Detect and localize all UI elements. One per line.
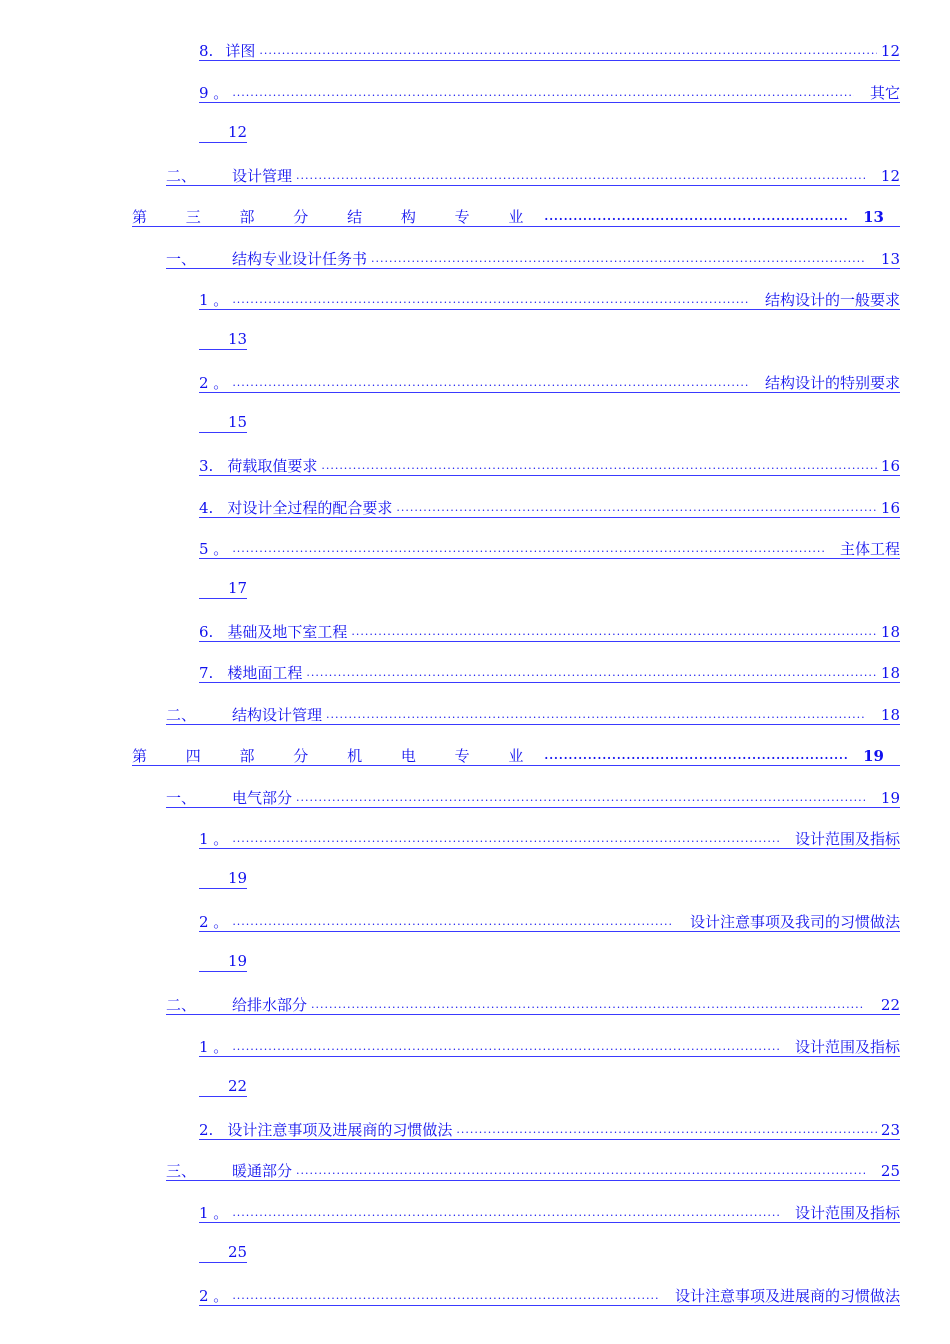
toc-entry[interactable] xyxy=(166,785,900,808)
toc-entry-page: 12 xyxy=(880,167,900,185)
toc-entry-number: 3. xyxy=(199,457,214,475)
toc-leader-dots xyxy=(396,497,877,517)
toc-entry-page[interactable]: 12 xyxy=(199,123,247,143)
toc-entry-page: 19 xyxy=(863,747,884,765)
toc-entry-number: 7. xyxy=(199,664,214,682)
toc-entry[interactable] xyxy=(199,80,900,103)
toc-leader-dots xyxy=(232,1285,659,1305)
toc-entry-page: 19 xyxy=(880,789,900,807)
toc-entry-page[interactable]: 22 xyxy=(199,1077,247,1097)
toc-entry[interactable] xyxy=(199,660,900,683)
toc-entry[interactable] xyxy=(199,536,900,559)
toc-entry-number: 一、 xyxy=(166,250,197,268)
toc-entry[interactable] xyxy=(199,1200,900,1223)
toc-entry[interactable] xyxy=(199,495,900,518)
toc-entry[interactable] xyxy=(166,702,900,725)
toc-entry-title: 设计注意事项及我司的习惯做法 xyxy=(689,913,900,931)
toc-entry-number: 1 。 xyxy=(199,1038,229,1056)
toc-entry[interactable] xyxy=(199,1283,900,1306)
toc-entry-number: 2 。 xyxy=(199,913,229,931)
toc-part-heading[interactable] xyxy=(132,204,900,227)
toc-leader-dots xyxy=(259,40,877,60)
toc-leader-dots xyxy=(296,165,865,185)
toc-entry-number: 4. xyxy=(199,499,214,517)
toc-entry-title: 详图 xyxy=(225,42,256,60)
toc-entry-number: 8. xyxy=(199,42,214,60)
toc-entry-page[interactable]: 15 xyxy=(199,413,247,433)
toc-entry-title: 暖通部分 xyxy=(232,1162,293,1180)
toc-entry-title: 对设计全过程的配合要求 xyxy=(227,499,393,517)
toc-entry[interactable] xyxy=(199,1034,900,1057)
toc-entry-title: 设计注意事项及进展商的习惯做法 xyxy=(227,1121,453,1139)
toc-entry[interactable] xyxy=(199,619,900,642)
toc-entry-title: 结构设计管理 xyxy=(232,706,323,724)
toc-entry-number: 9 。 xyxy=(199,84,229,102)
toc-entry-title: 设计范围及指标 xyxy=(794,1038,900,1056)
toc-entry-title: 第 三 部 分 结 构 专 业 xyxy=(132,208,541,226)
toc-entry-page: 22 xyxy=(880,996,900,1014)
toc-entry-page[interactable]: 25 xyxy=(199,1243,247,1263)
toc-leader-dots xyxy=(232,372,749,392)
toc-entry-page[interactable]: 13 xyxy=(199,330,247,350)
toc-entry[interactable] xyxy=(166,163,900,186)
toc-leader-dots xyxy=(456,1119,877,1139)
toc-entry-number: 二、 xyxy=(166,167,197,185)
toc-entry-page: 18 xyxy=(880,623,900,641)
toc-entry-title: 设计范围及指标 xyxy=(794,830,900,848)
toc-entry-title: 设计管理 xyxy=(232,167,293,185)
toc-entry[interactable] xyxy=(199,1117,900,1140)
toc-entry-title: 结构设计的特别要求 xyxy=(764,374,900,392)
toc-leader-dots xyxy=(306,662,877,682)
toc-entry[interactable] xyxy=(166,992,900,1015)
toc-leader-dots xyxy=(232,82,854,102)
toc-entry-number: 2. xyxy=(199,1121,214,1139)
toc-entry-title: 设计注意事项及进展商的习惯做法 xyxy=(674,1287,900,1305)
toc-entry-page: 13 xyxy=(863,208,884,226)
toc-entry-number: 1 。 xyxy=(199,830,229,848)
toc-entry-page: 12 xyxy=(880,42,900,60)
toc-entry-title: 结构专业设计任务书 xyxy=(232,250,368,268)
toc-leader-dots xyxy=(296,787,865,807)
toc-leader-dots xyxy=(321,455,877,475)
toc-entry-number: 5 。 xyxy=(199,540,229,558)
toc-entry-title: 给排水部分 xyxy=(232,996,308,1014)
toc-part-heading[interactable] xyxy=(132,743,900,766)
toc-entry-page: 23 xyxy=(880,1121,900,1139)
toc-leader-dots xyxy=(371,248,865,268)
toc-entry-number: 一、 xyxy=(166,789,197,807)
toc-entry[interactable] xyxy=(166,246,900,269)
toc-entry-page: 18 xyxy=(880,664,900,682)
toc-entry-page[interactable]: 19 xyxy=(199,952,247,972)
toc-entry-title: 主体工程 xyxy=(839,540,900,558)
toc-leader-dots xyxy=(232,538,824,558)
toc-entry-number: 1 。 xyxy=(199,1204,229,1222)
toc-entry-title: 基础及地下室工程 xyxy=(227,623,348,641)
toc-entry-title: 设计范围及指标 xyxy=(794,1204,900,1222)
toc-leader-dots xyxy=(232,828,779,848)
toc-entry-page: 18 xyxy=(880,706,900,724)
toc-leader-dots xyxy=(326,704,865,724)
toc-entry-page: 16 xyxy=(880,457,900,475)
toc-entry-title: 电气部分 xyxy=(232,789,293,807)
toc-entry-title: 第 四 部 分 机 电 专 业 xyxy=(132,747,541,765)
toc-leader-dots xyxy=(232,1202,779,1222)
toc-entry[interactable] xyxy=(199,826,900,849)
toc-entry[interactable] xyxy=(199,38,900,61)
toc-leader-dots xyxy=(544,745,849,765)
toc-leader-dots xyxy=(296,1160,865,1180)
toc-leader-dots xyxy=(232,289,749,309)
toc-entry-number: 二、 xyxy=(166,706,197,724)
toc-entry-title: 荷载取值要求 xyxy=(227,457,318,475)
toc-leader-dots xyxy=(544,206,849,226)
toc-entry-page: 25 xyxy=(880,1162,900,1180)
toc-entry[interactable] xyxy=(166,1158,900,1181)
toc-entry-page[interactable]: 19 xyxy=(199,869,247,889)
toc-entry[interactable] xyxy=(199,453,900,476)
toc-entry-number: 6. xyxy=(199,623,214,641)
toc-entry[interactable] xyxy=(199,909,900,932)
toc-entry-page[interactable]: 17 xyxy=(199,579,247,599)
toc-leader-dots xyxy=(232,1036,779,1056)
toc-entry[interactable] xyxy=(199,287,900,310)
toc-entry-number: 二、 xyxy=(166,996,197,1014)
toc-entry-number: 1 。 xyxy=(199,291,229,309)
toc-entry-number: 2 。 xyxy=(199,1287,229,1305)
toc-entry-title: 结构设计的一般要求 xyxy=(764,291,900,309)
toc-leader-dots xyxy=(351,621,877,641)
toc-entry-number: 三、 xyxy=(166,1162,197,1180)
toc-entry-title: 楼地面工程 xyxy=(227,664,303,682)
toc-entry-page: 16 xyxy=(880,499,900,517)
toc-entry-number: 2 。 xyxy=(199,374,229,392)
toc-leader-dots xyxy=(311,994,865,1014)
toc-entry[interactable] xyxy=(199,370,900,393)
toc-entry-title: 其它 xyxy=(869,84,900,102)
toc-entry-page: 13 xyxy=(880,250,900,268)
toc-leader-dots xyxy=(232,911,674,931)
